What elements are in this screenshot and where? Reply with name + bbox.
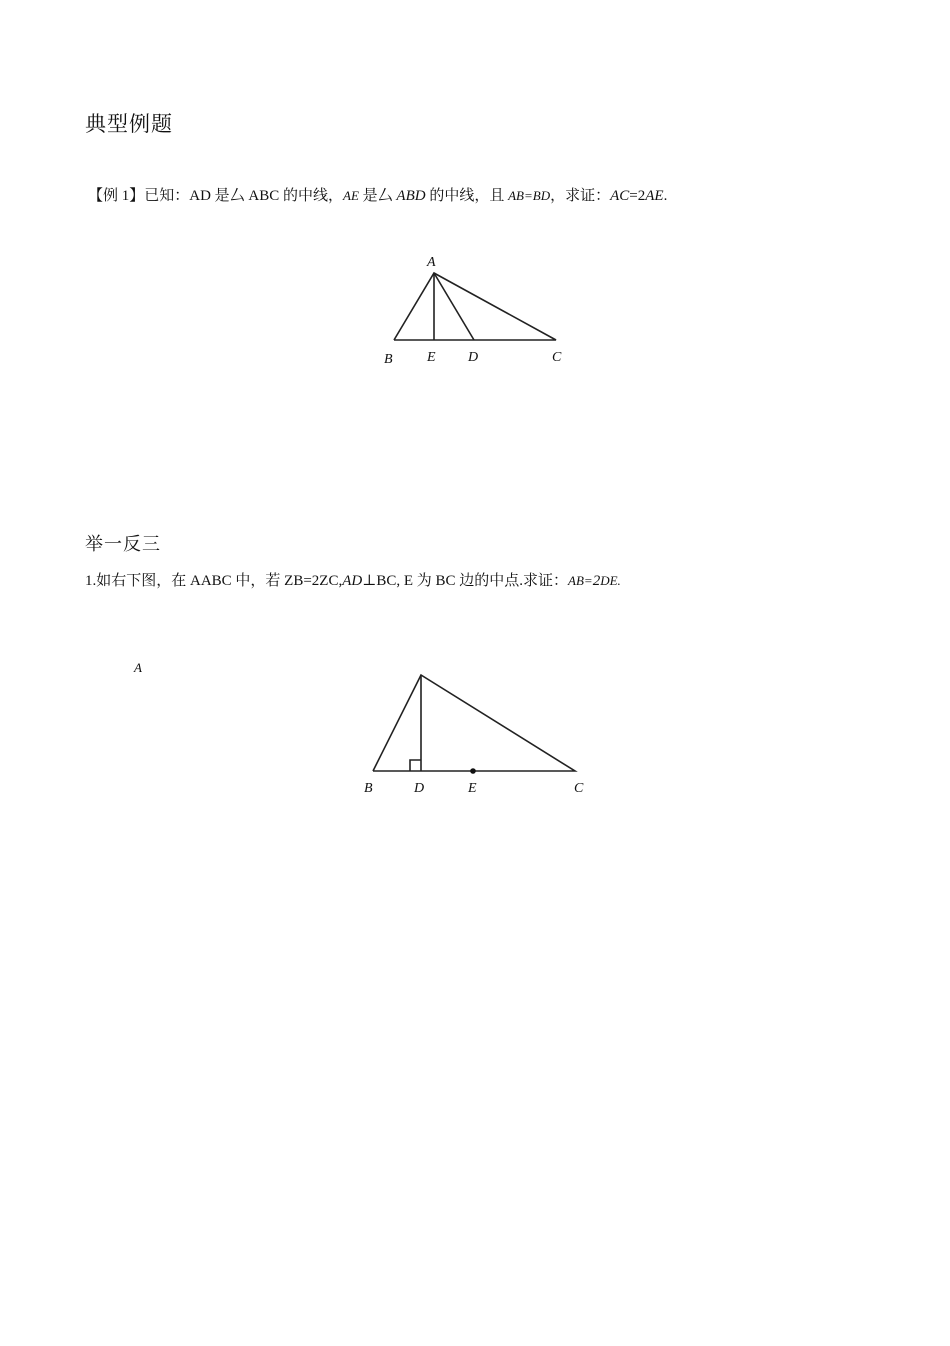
- example-1-statement: [88, 184, 667, 205]
- label-c-2: C: [574, 781, 584, 796]
- triangle-figure-1: [370, 245, 580, 375]
- segment-ad: [434, 273, 474, 340]
- example-1-eq: =2: [629, 188, 646, 204]
- example-1-mid1: 是厶: [358, 188, 397, 204]
- midpoint-e-dot: [470, 768, 476, 774]
- label-d: D: [468, 350, 479, 365]
- problem-1-perp: ⊥BC, E 为 BC 边的中点.求证：: [362, 573, 569, 589]
- label-a: A: [427, 255, 436, 270]
- problem-1-prefix: 1.如右下图，在 AABC 中，若 ZB=2ZC,: [85, 573, 343, 589]
- stray-label-a: A: [134, 660, 142, 675]
- problem-1-de: DE.: [600, 573, 621, 588]
- problem-1-two: 2: [592, 573, 601, 589]
- section-title-example: 典型例题: [85, 112, 173, 136]
- example-1-ac: AC: [610, 188, 630, 204]
- section-title-practice: 举一反三: [85, 534, 161, 555]
- problem-1-ad: AD: [342, 573, 363, 589]
- example-1-end: .: [663, 188, 668, 204]
- example-1-mid2: 的中线，且: [425, 188, 509, 204]
- label-c: C: [552, 350, 562, 365]
- example-1-ab-bd: AB=BD: [508, 188, 551, 203]
- label-e-2: E: [468, 781, 477, 796]
- label-d-2: D: [414, 781, 425, 796]
- example-1-ae: AE: [343, 188, 359, 203]
- triangle-abc-2: [373, 675, 575, 771]
- example-1-ae2: AE: [645, 188, 664, 204]
- right-angle-mark: [410, 760, 421, 771]
- triangle-abc: [394, 273, 556, 340]
- problem-1-ab: AB=: [568, 573, 593, 588]
- problem-1-statement: [85, 569, 621, 590]
- label-e: E: [427, 350, 436, 365]
- label-b: B: [384, 352, 393, 367]
- example-1-abd: ABD: [396, 188, 426, 204]
- triangle-figure-2: [355, 665, 595, 805]
- example-1-mid3: ，求证：: [550, 188, 611, 204]
- example-1-prefix: 【例 1】已知：AD 是厶 ABC 的中线，: [88, 188, 344, 204]
- label-b-2: B: [364, 781, 373, 796]
